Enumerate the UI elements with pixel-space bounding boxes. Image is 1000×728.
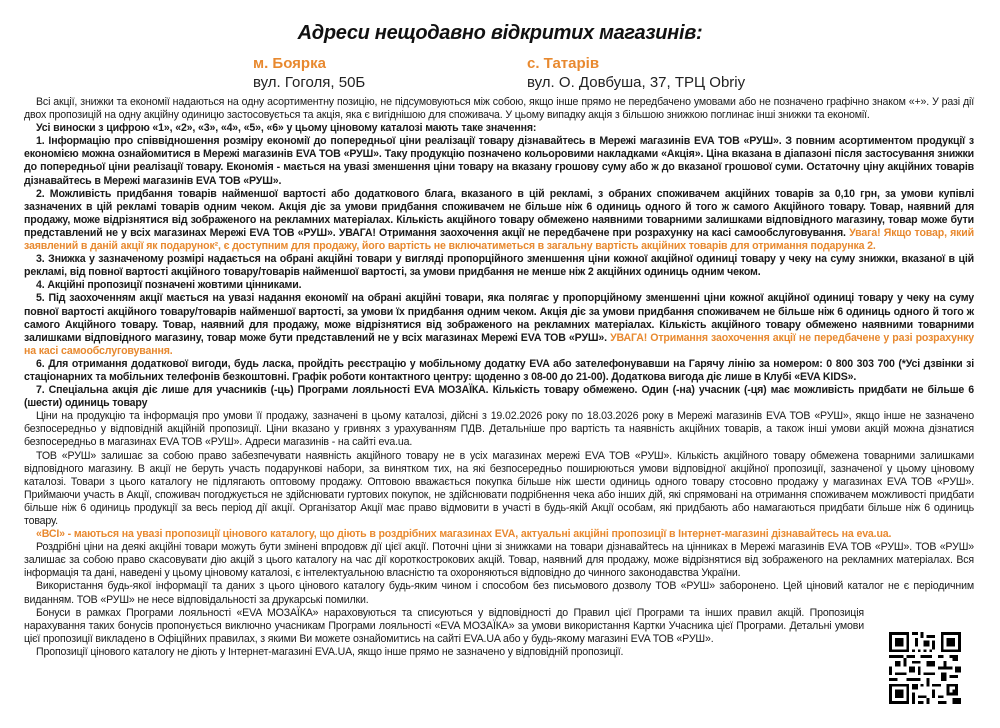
all-stores-note: «ВСІ» - маються на увазі пропозиції цінового каталогу, що діють в роздрібних магазинах EVA, актуальні акційні пропозиції в Інтернет-магазині дізнавайтесь на eva.ua. [36, 528, 892, 541]
footnote-5-warning: УВАГА! Отримання заохочення акції не передбачене у разі розрахунку на касі самообслуговування. [24, 331, 975, 357]
availability-paragraph: ТОВ «РУШ» залишає за собою право забезпечувати наявність акційного товару не в усіх магазинах мережі EVA ТОВ «РУШ». Кількість акційного товару обмежена товарними залишками відповідного магазину. В акції не беруть участь подарункові набори, за винятком тих, на які безпосередньо поширюються умови відповідної акційної пропозиції, зазначеної у цьому ціновому каталозі. Товари з цього каталогу не підлягають оптовому продажу. Оптовою вважається покупка більше ніж шести одиниць одного товару стосовно продажу у магазинах EVA ТОВ «РУШ». Приймаючи участь в Акції, споживач погоджується не здійснювати гуртових покупок, не здійснювати подрібнення чека або інших дій, які спрямовані на отримання споживачем можливості придбати більше ніж 6 одиниць продукції за весь період дії акції. Організатор Акції має право відмовити в участі в будь-якій Акції особам, які придбають або намагаються придбати більше ніж 6 одиниць товару. [24, 449, 974, 527]
store-address: вул. О. Довбуша, 37, ТРЦ Obriy [527, 74, 746, 91]
footnote-2-text: 2. Можливість придбання товарів найменшої вартості або додаткового блага, вказаного в цій рекламі, з обраних споживачем акційних товарів за 0,10 грн, за умови купівлі зазначених в цій рекламі товарів одним чеком. Акція діє за умови придбання споживачем не більше ніж 6 одиниць одного й того ж самого Акційного товару. Товар, наявний для продажу, може відрізнятися від зображеного на рекламних матеріалах. Кількість акційного товару обмежено наявними товарними залишками відповідного магазину, товар може бути представлений не у всіх магазинах Мережі EVA ТОВ «РУШ». УВАГА! Отримання заохочення акції не передбачене при розрахунку на касі самообслуговування. [24, 187, 974, 239]
footnote-6: 6. Для отримання додаткової вигоди, будь ласка, пройдіть реєстрацію у мобільному додатку EVA або зателефонувавши на Гарячу лінію за номером: 0 800 303 700 (*Усі дзвінки зі стаціонарних та мобільних телефонів безкоштовні. Графік роботи контактного центру: щоденно з 08-00 до 21-00). Додаткова вигода діє лише в Клубі «EVA KIDS». [24, 357, 974, 383]
footnote-4: 4. Акційні пропозиції позначені жовтими цінниками. [36, 279, 302, 292]
footnote-7: 7. Спеціальна акція діє лише для учасників (-ць) Програми лояльності EVA МОЗАЇКА. Кількість товару обмежено. Один (-на) учасник (-ця) має можливість придбати не більше 6 (шести) одиниць товару [24, 384, 974, 410]
footnote-5-text: 5. Під заохоченням акції мається на увазі надання економії на обрані акційні товари, яка полягає у пропорційному зменшенні ціни кожної акційної одиниці товару у чеку на суму повної вартості акційного товару/товарів найменшої вартості, за умови їх придбання одним чеком. Акція діє за умови придбання споживачем не більше ніж 6 одиниць одного й того ж самого Акційного товару. Товар, наявний для продажу, може відрізнятися від зображеного на рекламних матеріалах. Кількість акційного товару обмежено наявними товарними залишками відповідного магазину, товар може бути представлений не у всіх магазинах Мережі EVA ТОВ «РУШ». [24, 292, 974, 344]
footnote-2-warning: Увага! Якщо товар, який заявлений в даній акції як подарунок², є доступним для продажу, його вартість не включатиметься в загальну вартість акційних товарів для отримання подарунка 2. [24, 226, 975, 253]
store-boiarka [253, 54, 365, 92]
online-store-note: Пропозиції цінового каталогу не діють у Інтернет-магазині EVA.UA, якщо інше прямо не зазначено у відповідній пропозиції. [36, 645, 624, 658]
page-title: Адреси нещодавно відкритих магазинів: [297, 22, 703, 44]
store-city: с. Татарів [527, 55, 600, 72]
store-address: вул. Гоголя, 50Б [253, 74, 366, 91]
terms-text [24, 96, 974, 659]
footnote-3: 3. Знижка у зазначеному розмірі надається на обрані акційні товари у вигляді пропорційного зменшення ціни кожної акційної одиниці товару у чеку на суму знижки, вказаної в цій рекламі, від повної вартості акційного товару/товарів найменшої вартості, за умови придбання не менше ніж 2 акційних одиниць одним чеком. [24, 253, 974, 279]
retail-prices-paragraph: Роздрібні ціни на деякі акційні товари можуть бути змінені впродовж дії цієї акції. Поточні ціни зі знижками на товари дізнавайтесь на цінниках в Мережі магазинів EVA ТОВ «РУШ». ТОВ «РУШ» залишає за собою право скасовувати дію акцій з цього каталогу на час дії короткострокових акцій. Товар, наявний для продажу, може відрізнятися від зображеного на рекламних матеріалах. Вся інформація та дані, наведені у цьому ціновому каталозі, є інтелектуальною власністю та охороняються відповідно до чинного законодавства України. [24, 541, 974, 580]
store-tatariv [527, 54, 745, 92]
qr-code-icon[interactable] [889, 632, 961, 704]
store-city: м. Боярка [253, 55, 326, 72]
validity-paragraph: Ціни на продукцію та інформація про умови її продажу, зазначені в цьому каталозі, дійсні з 19.02.2026 року по 18.03.2026 року в Мережі магазинів EVA ТОВ «РУШ», якщо інше не зазначено безпосередньо у відповідній акційній пропозиції. Ціни вказано у гривнях з урахуванням ПДВ. Детальніше про вартість та наявність акційних товарів, а також інші умови акцій можна дізнатися безпосередньо в магазинах EVA ТОВ «РУШ». Адреси магазинів - на сайті eva.ua. [24, 410, 974, 449]
footnotes-heading: Усі виноски з цифрою «1», «2», «3», «4», «5», «6» у цьому ціновому каталозі мають таке значення: [36, 122, 537, 135]
footnote-2 [24, 188, 974, 253]
footnote-5 [24, 292, 974, 357]
bonus-paragraph: Бонуси в рамках Програми лояльності «EVA МОЗАЇКА» нараховуються та списуються у відповідності до Правил цієї Програми та інших правил акцій. Пропозиція нарахування таких бонусів пропонується виключно учасникам Програми лояльності «EVA МОЗАЇКА» за умови використання Картки Учасника цієї Програми. Детальні умови цієї пропозиції викладено в Офіційних правилах, з якими Ви можете ознайомитись на сайті EVA.UA або у будь-якому магазині EVA ТОВ «РУШ». [24, 606, 864, 645]
copyright-paragraph: Використання будь-якої інформації та даних з цього цінового каталогу будь-яким чином і способом без письмового дозволу ТОВ «РУШ» заборонено. Цей ціновий каталог не є періодичним виданням. ТОВ «РУШ» не несе відповідальності за друкарські помилки. [24, 580, 974, 606]
terms-intro: Всі акції, знижки та економії надаються на одну асортиментну позицію, не підсумовуються між собою, якщо інше прямо не передбачено умовами або не позначено графічно знаком «+». У разі дії двох пропозицій на одну акційну одиницю застосовується та акція, яка є вигіднішою для споживача. У цьому випадку акція з більшою знижкою поглинає інші знижки та економії. [24, 96, 974, 122]
footnote-1: 1. Інформацію про співвідношення розміру економії до попередньої ціни реалізації товару дізнавайтесь в Мережі магазинів EVA ТОВ «РУШ». З повним асортиментом продукції з економією можна ознайомитися в Мережі магазинів EVA ТОВ «РУШ». Таку продукцію позначено кольоровими накладками «Акція». Ціна вказана в діапазоні після застосування знижки до попередньої ціни реалізації товару. Економія - мається на увазі зменшення ціни товару на вказану грошову суму або ж до вказаної грошової суми. Остаточну ціну акційних товарів дізнавайтесь в Мережі магазинів EVA ТОВ «РУШ». [24, 135, 974, 187]
